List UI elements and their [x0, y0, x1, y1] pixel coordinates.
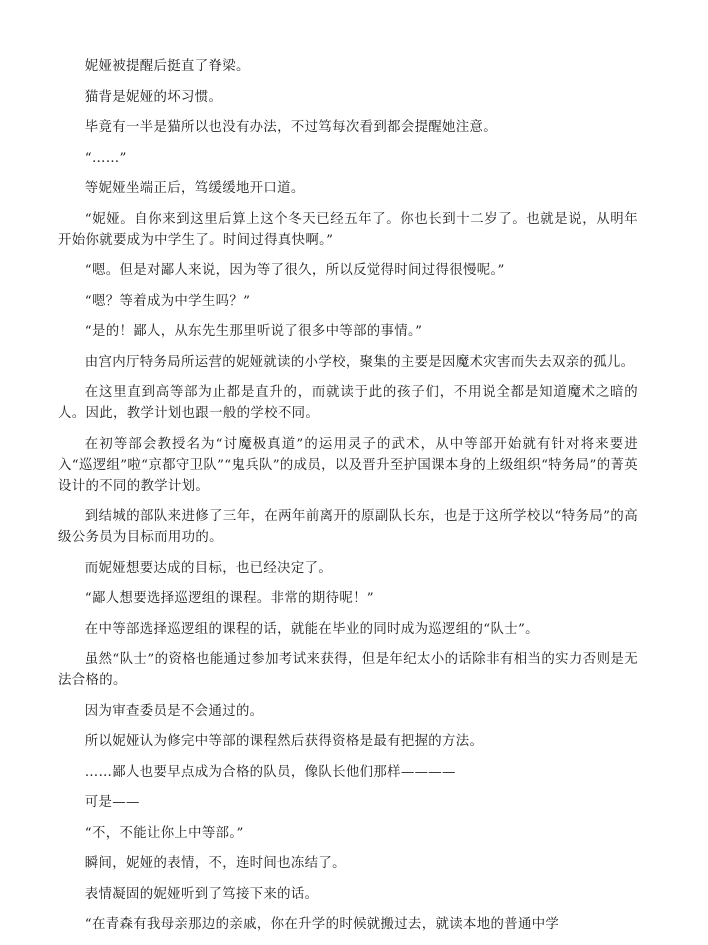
- paragraph: 妮娅被提醒后挺直了脊梁。: [84, 59, 250, 74]
- paragraph: 毕竟有一半是猫所以也没有办法，不过笃每次看到都会提醒她注意。: [84, 120, 498, 135]
- paragraph: 在这里直到高等部为止都是直升的，而就读于此的孩子们，不用说全都是知道魔术之暗的人。因此，教学计划也跟一般的学校不同。: [58, 385, 638, 421]
- paragraph: 在初等部会教授名为“讨魔极真道”的运用灵子的武术，从中等部开始就有针对将来要进入“巡逻组”啦“京都守卫队”“鬼兵队”的成员，以及晋升至护国课本身的上级组织“特务局”的菁英设计的不同的教学计划。: [58, 436, 638, 494]
- paragraph: 到结城的部队来进修了三年，在两年前离开的原副队长东，也是于这所学校以“特务局”的高级公务员为目标而用功的。: [58, 509, 638, 545]
- paragraph: “不，不能让你上中等部。”: [84, 825, 244, 841]
- paragraph: 虽然“队士”的资格也能通过参加考试来获得，但是年纪太小的话除非有相当的实力否则是无法合格的。: [58, 652, 638, 688]
- paragraph: 所以妮娅认为修完中等部的课程然后获得资格是最有把握的方法。: [84, 734, 484, 749]
- paragraph: ……鄙人也要早点成为合格的队员，像队长他们那样————: [84, 764, 456, 780]
- paragraph: “……”: [84, 150, 127, 166]
- paragraph: “嗯？等着成为中学生吗？”: [84, 293, 251, 309]
- paragraph: “在青森有我母亲那边的亲戚，你在升学的时候就搬过去，就读本地的普通中学: [84, 917, 560, 932]
- paragraph: 因为审查委员是不会通过的。: [84, 703, 264, 719]
- paragraph: 等妮娅坐端正后，笃缓缓地开口道。: [84, 181, 305, 196]
- paragraph: 瞬间，妮娅的表情，不，连时间也冻结了。: [84, 856, 346, 871]
- paragraph: “妮娅。自你来到这里后算上这个冬天已经五年了。你也长到十二岁了。也就是说，从明年开始你就要成为中学生了。时间过得真快啊。”: [58, 211, 638, 248]
- paragraph: 在中等部选择巡逻组的课程的话，就能在毕业的同时成为巡逻组的“队士”。: [84, 621, 539, 637]
- paragraph: 由宫内厅特务局所运营的妮娅就读的小学校，聚集的主要是因魔术灾害而失去双亲的孤儿。: [84, 354, 635, 370]
- paragraph: “鄙人想要选择巡逻组的课程。非常的期待呢！”: [84, 591, 374, 606]
- document-body: [58, 56, 638, 945]
- paragraph: 可是——: [84, 795, 140, 810]
- paragraph: 而妮娅想要达成的目标，也已经决定了。: [84, 560, 333, 576]
- paragraph: “是的！鄙人，从东先生那里听说了很多中等部的事情。”: [84, 324, 423, 339]
- paragraph: “嗯。但是对鄙人来说，因为等了很久，所以反觉得时间过得很慢呢。”: [84, 263, 505, 278]
- paragraph: 猫背是妮娅的坏习惯。: [84, 89, 223, 105]
- paragraph: 表情凝固的妮娅听到了笃接下来的话。: [84, 886, 319, 902]
